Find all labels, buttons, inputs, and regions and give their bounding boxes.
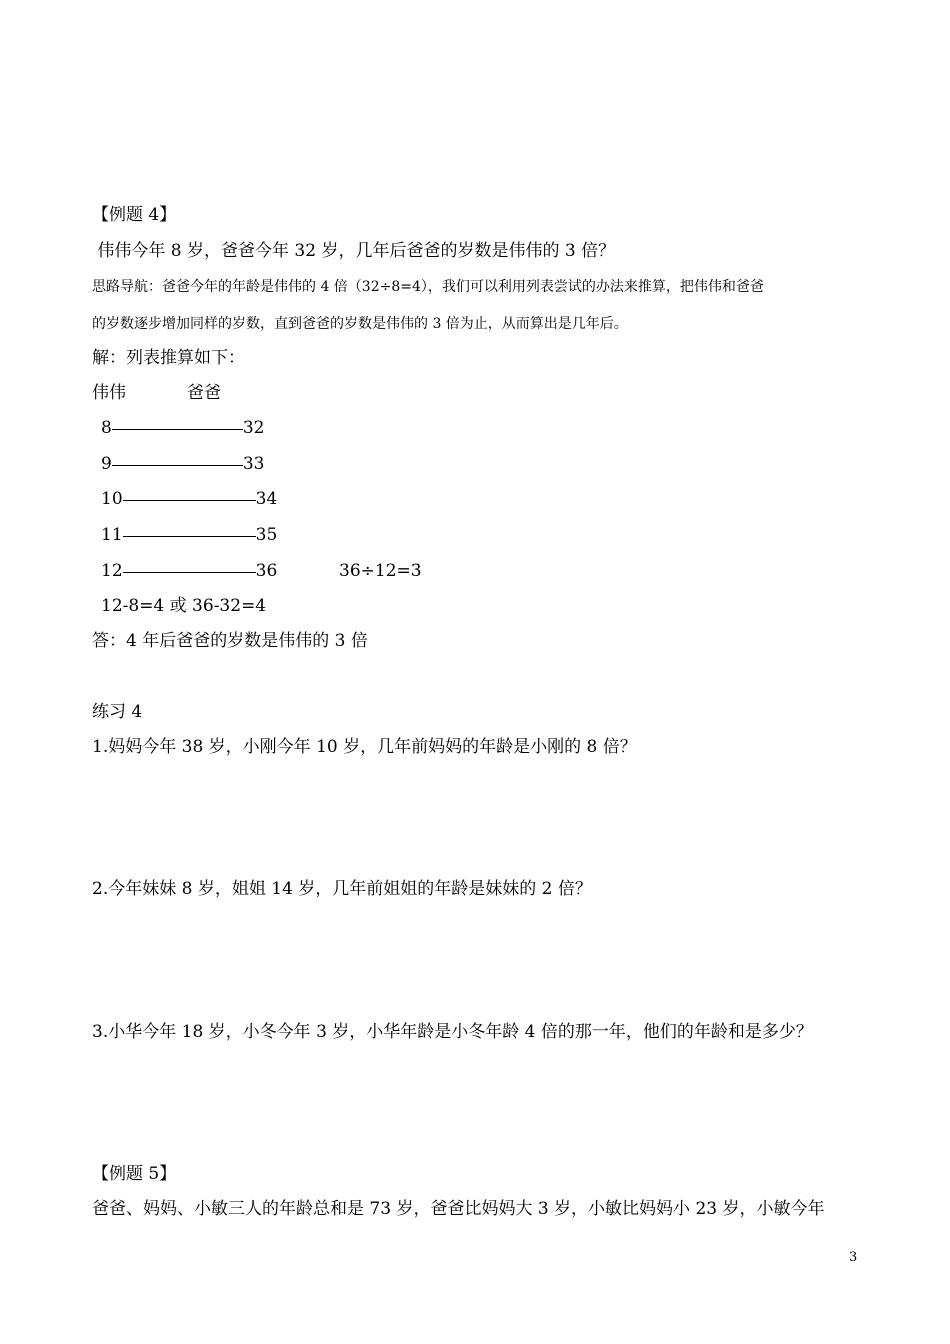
example-4-question: 伟伟今年 8 岁，爸爸今年 32 岁，几年后爸爸的岁数是伟伟的 3 倍？ [92, 241, 616, 261]
connector-line [123, 572, 256, 573]
table-row [101, 417, 264, 439]
weiwei-age: 11 [101, 525, 123, 545]
column-header-weiwei: 伟伟 [92, 383, 126, 403]
example-5-heading: 【例题 5】 [92, 1164, 177, 1184]
baba-age: 32 [242, 418, 265, 438]
difference-calculation: 12-8=4 或 36-32=4 [101, 596, 267, 616]
practice-question-1: 1.妈妈今年 38 岁，小刚今年 10 岁，几年前妈妈的年龄是小刚的 8 倍？ [92, 737, 637, 757]
baba-age: 35 [255, 525, 278, 545]
weiwei-age: 12 [101, 561, 123, 581]
practice-4-heading: 练习 4 [92, 702, 143, 722]
example-4-answer: 答：4 年后爸爸的岁数是伟伟的 3 倍 [92, 631, 368, 651]
example-4-heading: 【例题 4】 [92, 205, 177, 225]
practice-question-3: 3.小华今年 18 岁，小冬今年 3 岁，小华年龄是小冬年龄 4 倍的那一年，他们的年龄和是多少？ [92, 1022, 813, 1042]
table-row [101, 524, 277, 546]
table-row [101, 560, 277, 582]
example-5-question: 爸爸、妈妈、小敏三人的年龄总和是 73 岁，爸爸比妈妈大 3 岁，小敏比妈妈小 23 岁，小敏今年 [92, 1199, 825, 1219]
baba-age: 34 [255, 489, 278, 509]
hint-line-2: 的岁数逐步增加同样的岁数，直到爸爸的岁数是伟伟的 3 倍为止，从而算出是几年后。 [92, 316, 628, 332]
hint-line-1: 思路导航：爸爸今年的年龄是伟伟的 4 倍（32÷8=4），我们可以利用列表尝试的办法来推算，把伟伟和爸爸 [92, 279, 764, 295]
practice-question-2: 2.今年妹妹 8 岁，姐姐 14 岁，几年前姐姐的年龄是妹妹的 2 倍？ [92, 879, 592, 899]
connector-line [112, 465, 243, 466]
connector-line [123, 500, 256, 501]
table-row [101, 453, 264, 475]
ratio-calculation: 36÷12=3 [339, 561, 422, 581]
baba-age: 33 [242, 454, 265, 474]
column-header-baba: 爸爸 [187, 383, 221, 403]
connector-line [112, 429, 243, 430]
solution-intro: 解：列表推算如下： [92, 348, 245, 368]
connector-line [123, 536, 256, 537]
weiwei-age: 9 [101, 454, 112, 474]
weiwei-age: 10 [101, 489, 123, 509]
table-row [101, 488, 277, 510]
weiwei-age: 8 [101, 418, 112, 438]
page-number: 3 [849, 1250, 858, 1265]
baba-age: 36 [255, 561, 278, 581]
